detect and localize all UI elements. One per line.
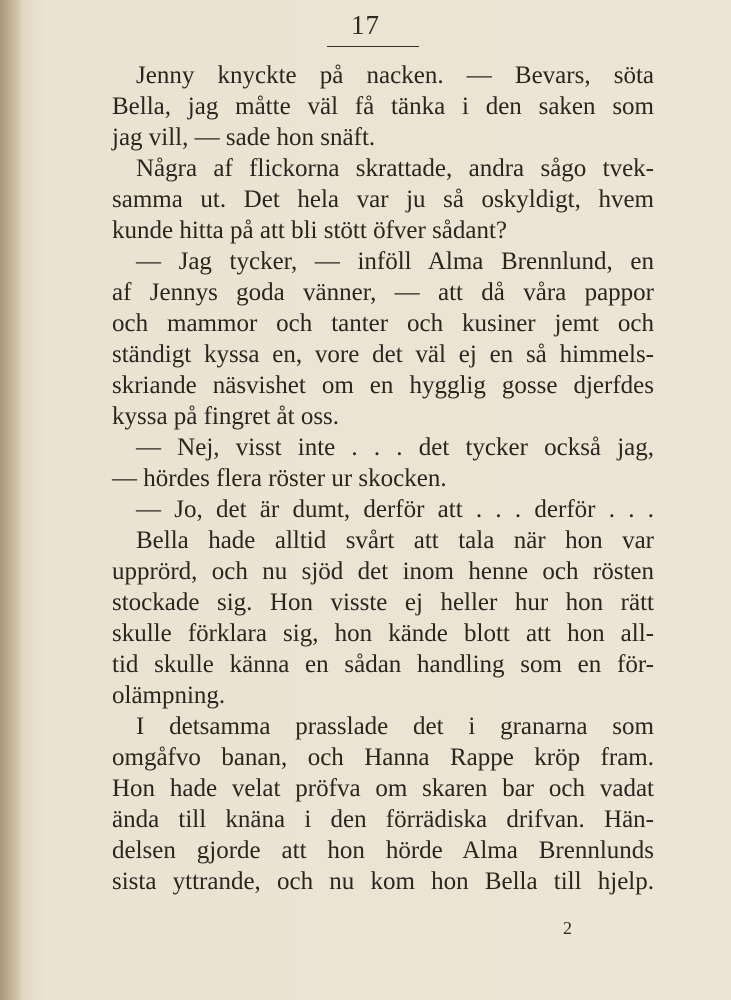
text-line: — Nej, visst inte . . . det tycker också jag,: [136, 434, 654, 461]
text-line: sista yttrande, och nu kom hon Bella till hjelp.: [112, 868, 654, 895]
text-line: Hon hade velat pröfva om skaren bar och vadat: [112, 775, 654, 802]
text-line: jag vill, — sade hon snäft.: [112, 124, 376, 151]
text-line: och mammor och tanter och kusiner jemt och: [112, 310, 654, 337]
text-line: olämpning.: [112, 682, 226, 709]
text-line: omgåfvo banan, och Hanna Rappe kröp fram.: [112, 744, 654, 771]
page-number: 17: [351, 10, 380, 40]
text-line: delsen gjorde att hon hörde Alma Brennlunds: [112, 837, 654, 864]
text-line: skriande näsvishet om en hygglig gosse djerfdes: [112, 372, 654, 399]
text-line: af Jennys goda vänner, — att då våra pappor: [112, 279, 654, 306]
text-line: Bella, jag måtte väl få tänka i den saken som: [112, 93, 654, 120]
text-line: ända till knäna i den förrädiska drifvan. Hän-: [112, 806, 654, 833]
signature-mark: 2: [563, 918, 572, 938]
text-line: Bella hade alltid svårt att tala när hon var: [136, 527, 654, 554]
text-line: ständigt kyssa en, vore det väl ej en så himmels-: [112, 341, 654, 368]
text-line: — hördes flera röster ur skocken.: [112, 465, 447, 492]
text-line: skulle förklara sig, hon kände blott att hon all-: [112, 620, 654, 647]
text-line: — Jo, det är dumt, derför att . . . derför . . .: [136, 496, 654, 523]
text-line: tid skulle känna en sådan handling som en för-: [112, 651, 654, 678]
text-line: Några af flickorna skrattade, andra sågo tvek-: [136, 155, 654, 182]
text-line: kyssa på fingret åt oss.: [112, 403, 340, 430]
header-rule: [327, 46, 419, 47]
page-spine-edge: [0, 0, 22, 1000]
body-text: [112, 60, 654, 897]
text-line: Jenny knyckte på nacken. — Bevars, söta: [136, 62, 654, 89]
text-line: kunde hitta på att bli stött öfver sådant?: [112, 217, 508, 244]
text-line: — Jag tycker, — inföll Alma Brennlund, en: [136, 248, 654, 275]
text-line: stockade sig. Hon visste ej heller hur hon rätt: [112, 589, 654, 616]
text-line: I detsamma prasslade det i granarna som: [136, 713, 654, 740]
text-line: samma ut. Det hela var ju så oskyldigt, hvem: [112, 186, 654, 213]
text-line: upprörd, och nu sjöd det inom henne och rösten: [112, 558, 654, 585]
